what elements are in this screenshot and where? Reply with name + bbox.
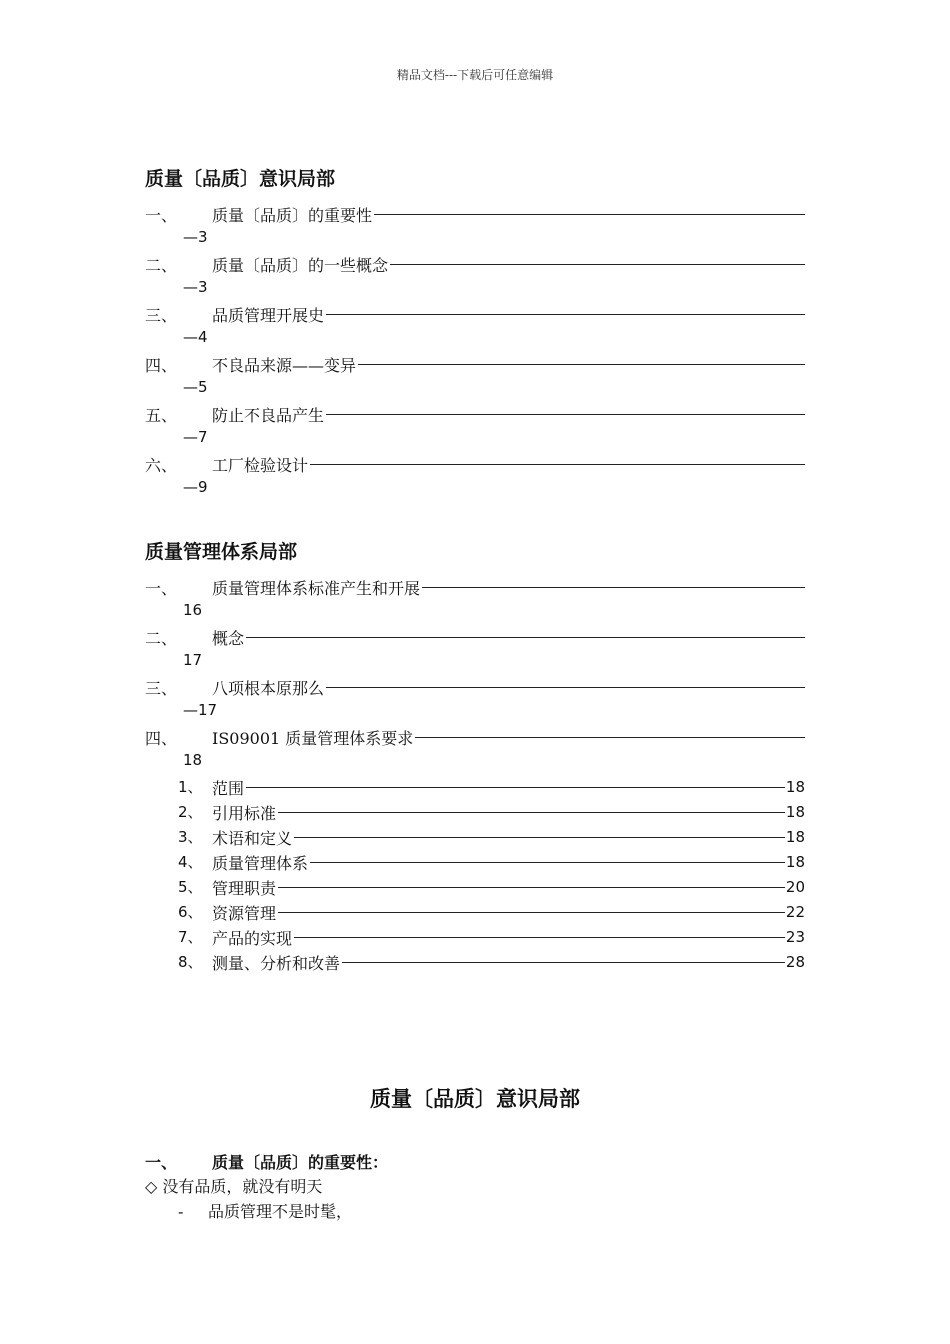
subentry-number: 6、: [178, 903, 203, 921]
entry-page: —3: [183, 228, 208, 246]
entry-text: 质量〔品质〕的一些概念: [212, 255, 389, 275]
entry-number: 三、: [145, 679, 178, 698]
entry-text: 品质管理开展史: [212, 305, 325, 325]
toc1-entry[interactable]: [145, 453, 805, 503]
leader-line: [278, 912, 785, 913]
subentry-page: 23: [785, 928, 805, 946]
subentry-number: 2、: [178, 803, 203, 821]
dash-text: 品质管理不是时髦，: [208, 1202, 353, 1221]
subentry-text: 产品的实现: [212, 928, 293, 948]
toc2-entry[interactable]: [145, 626, 805, 676]
subentry-text: 资源管理: [212, 903, 277, 923]
subentry-page: 18: [785, 803, 805, 821]
toc2-subentry[interactable]: [178, 926, 805, 951]
entry-text: 概念: [212, 628, 245, 648]
toc1-entry[interactable]: [145, 353, 805, 403]
entry-number: 四、: [145, 729, 178, 748]
section-number: 一、: [145, 1153, 178, 1172]
leader-line: [310, 464, 805, 465]
toc2-subentry[interactable]: [178, 876, 805, 901]
subentry-page: 28: [785, 953, 805, 971]
toc2-subentry[interactable]: [178, 776, 805, 801]
toc1-entry[interactable]: [145, 203, 805, 253]
subentry-page: 18: [785, 778, 805, 796]
toc1-title: 质量〔品质〕意识局部: [145, 168, 336, 190]
subentry-number: 5、: [178, 878, 203, 896]
entry-text: IS09001 质量管理体系要求: [212, 728, 414, 748]
leader-line: [326, 687, 805, 688]
leader-line: [390, 264, 805, 265]
entry-page: —9: [183, 478, 208, 496]
entry-number: 六、: [145, 456, 178, 475]
section-heading: [145, 1150, 388, 1173]
entry-text: 不良品来源——变异: [212, 355, 357, 375]
entry-number: 一、: [145, 579, 178, 598]
section-title: 质量〔品质〕的重要性：: [212, 1153, 389, 1172]
toc2-subentry[interactable]: [178, 801, 805, 826]
leader-line: [246, 787, 785, 788]
subentry-text: 术语和定义: [212, 828, 293, 848]
toc1-list: [145, 203, 805, 503]
leader-line: [246, 637, 805, 638]
entry-page: —4: [183, 328, 208, 346]
entry-text: 防止不良品产生: [212, 405, 325, 425]
toc1-entry[interactable]: [145, 403, 805, 453]
entry-page: —7: [183, 428, 208, 446]
dash-mark: -: [178, 1202, 184, 1221]
entry-page: 18: [183, 751, 203, 769]
leader-line: [294, 937, 785, 938]
dash-item: [178, 1199, 352, 1222]
toc2-subentry[interactable]: [178, 826, 805, 851]
leader-line: [374, 214, 805, 215]
leader-line: [326, 314, 805, 315]
leader-line: [358, 364, 805, 365]
entry-number: 一、: [145, 206, 178, 225]
subentry-text: 引用标准: [212, 803, 277, 823]
toc2-entry[interactable]: [145, 576, 805, 626]
toc2-subentry[interactable]: [178, 951, 805, 976]
subentry-number: 8、: [178, 953, 203, 971]
entry-number: 三、: [145, 306, 178, 325]
entry-page: 16: [183, 601, 203, 619]
subentry-page: 18: [785, 828, 805, 846]
entry-text: 工厂检验设计: [212, 455, 309, 475]
entry-number: 二、: [145, 629, 178, 648]
toc2-subentry[interactable]: [178, 851, 805, 876]
leader-line: [326, 414, 805, 415]
bullet-item: ◇ 没有品质，就没有明天: [145, 1177, 323, 1196]
entry-page: —17: [183, 701, 218, 719]
leader-line: [294, 837, 785, 838]
subentry-number: 7、: [178, 928, 203, 946]
toc2-title: 质量管理体系局部: [145, 541, 298, 563]
subentry-page: 22: [785, 903, 805, 921]
subentry-number: 1、: [178, 778, 203, 796]
subentry-text: 范围: [212, 778, 245, 798]
entry-text: 质量〔品质〕的重要性: [212, 205, 373, 225]
leader-line: [278, 887, 785, 888]
entry-number: 四、: [145, 356, 178, 375]
toc1-entry[interactable]: [145, 303, 805, 353]
toc2-entry[interactable]: [145, 676, 805, 726]
entry-text: 质量管理体系标准产生和开展: [212, 578, 421, 598]
leader-line: [415, 737, 805, 738]
leader-line: [422, 587, 805, 588]
entry-text: 八项根本原那么: [212, 678, 325, 698]
subentry-number: 3、: [178, 828, 203, 846]
subentry-text: 质量管理体系: [212, 853, 309, 873]
leader-line: [342, 962, 785, 963]
toc2-list: [145, 576, 805, 976]
entry-number: 五、: [145, 406, 178, 425]
entry-number: 二、: [145, 256, 178, 275]
toc2-entry[interactable]: [145, 726, 805, 776]
subentry-number: 4、: [178, 853, 203, 871]
entry-page: 17: [183, 651, 203, 669]
toc2-subentry[interactable]: [178, 901, 805, 926]
entry-page: —3: [183, 278, 208, 296]
leader-line: [310, 862, 785, 863]
subentry-page: 18: [785, 853, 805, 871]
subentry-text: 测量、分析和改善: [212, 953, 341, 973]
subentry-text: 管理职责: [212, 878, 277, 898]
subentry-page: 20: [785, 878, 805, 896]
entry-page: —5: [183, 378, 208, 396]
leader-line: [278, 812, 785, 813]
toc1-entry[interactable]: [145, 253, 805, 303]
main-title: 质量〔品质〕意识局部: [370, 1087, 580, 1111]
page-header: 精品文档---下载后可任意编辑: [396, 68, 554, 82]
